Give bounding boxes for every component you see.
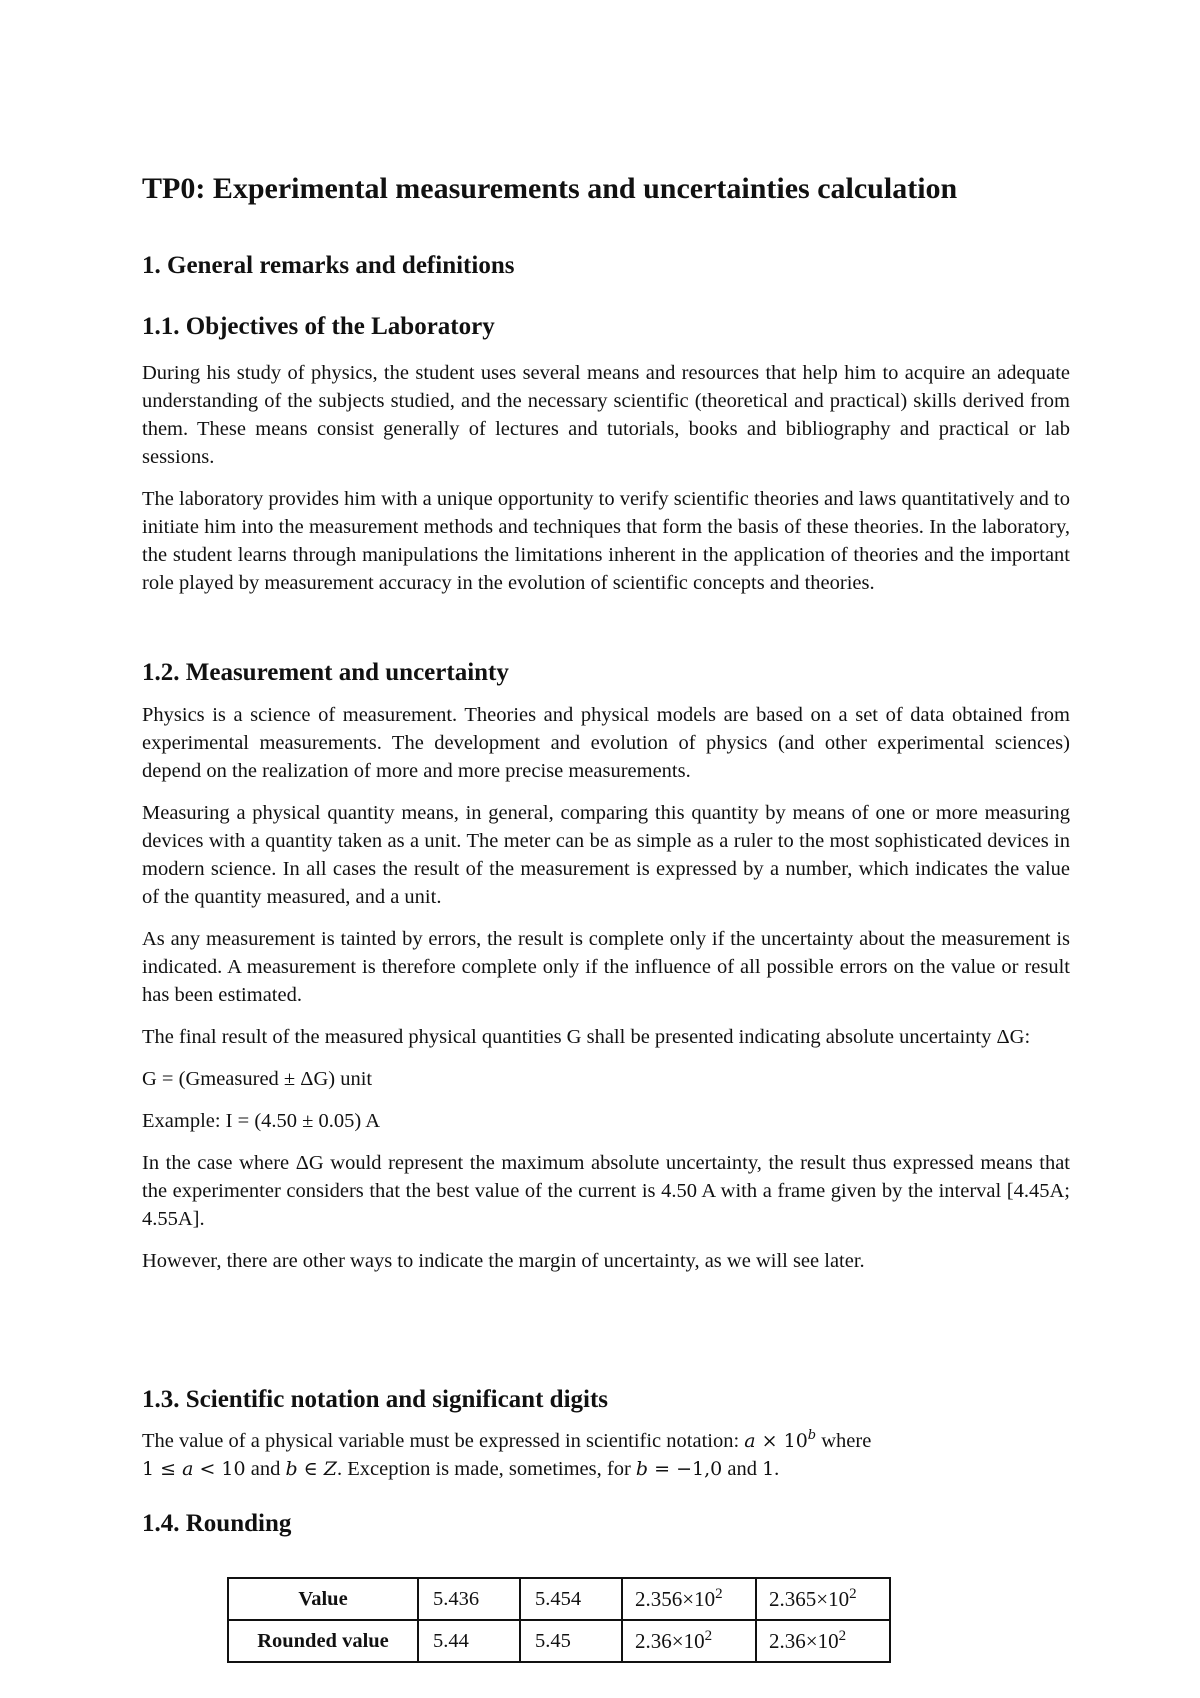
exponent: 2 — [838, 1627, 847, 1644]
exponent: 2 — [849, 1585, 857, 1602]
math-span: 1 — [762, 1458, 775, 1480]
math-span: = −1,0 — [648, 1458, 723, 1480]
text-span: and — [722, 1458, 763, 1480]
exponent: 2 — [715, 1585, 723, 1602]
section-1-2-body — [142, 701, 1070, 1275]
table-cell: 5.454 — [520, 1578, 622, 1620]
math-z: Z — [323, 1458, 337, 1480]
text-span: . Exception is made, sometimes, for — [337, 1458, 636, 1480]
math-span: < 10 — [193, 1458, 246, 1480]
paragraph: As any measurement is tainted by errors, the result is complete only if the uncertainty about the measurement is indicated. A measurement is therefore complete only if the influence of all possible errors on the value or result has been estimated. — [142, 928, 1070, 1006]
table-cell — [756, 1578, 890, 1620]
math-exponent: b — [807, 1428, 817, 1443]
paragraph: The laboratory provides him with a unique opportunity to verify scientific theories and laws quantitatively and to initiate him into the measurement methods and techniques that form the basis of these theories. In the laboratory, the student learns through manipulations the limitations inherent in the application of theories and the important role played by measurement accuracy in the evolution of scientific concepts and theories. — [142, 488, 1070, 594]
math-b: b — [635, 1458, 649, 1480]
scientific-notation-line-1 — [142, 1430, 1070, 1453]
math-span: ∈ — [297, 1458, 324, 1480]
section-1-2-heading: 1.2. Measurement and uncertainty — [142, 659, 509, 686]
row-header: Value — [228, 1578, 418, 1620]
table-cell — [756, 1620, 890, 1662]
section-1-1-body — [142, 359, 1070, 597]
paragraph: The final result of the measured physical quantities G shall be presented indicating absolute uncertainty ΔG: — [142, 1026, 1031, 1048]
table-row — [228, 1620, 890, 1662]
mantissa: 2.365×10 — [769, 1586, 850, 1611]
paragraph: Measuring a physical quantity means, in general, comparing this quantity by means of one or more measuring devices with a quantity taken as a unit. The meter can be as simple as a ruler to the most sophisticated devices in modern science. In all cases the result of the measurement is expressed by a number, which indicates the value of the quantity measured, and a unit. — [142, 802, 1070, 908]
math-b: b — [285, 1458, 298, 1480]
table-cell: 5.45 — [520, 1620, 622, 1662]
mantissa: 2.356×10 — [635, 1586, 716, 1611]
table-cell: 5.44 — [418, 1620, 520, 1662]
row-header: Rounded value — [228, 1620, 418, 1662]
paragraph: However, there are other ways to indicate the margin of uncertainty, as we will see later. — [142, 1250, 865, 1272]
table-cell — [622, 1620, 756, 1662]
scientific-notation-line-2 — [142, 1458, 779, 1481]
text-span: where — [816, 1430, 872, 1452]
page-title: TP0: Experimental measurements and uncertainties calculation — [142, 172, 958, 205]
text-span: . — [774, 1458, 780, 1480]
table-cell — [622, 1578, 756, 1620]
exponent: 2 — [704, 1627, 713, 1644]
math-a: a — [182, 1458, 194, 1480]
section-1-4-heading: 1.4. Rounding — [142, 1510, 292, 1537]
paragraph: Physics is a science of measurement. Theories and physical models are based on a set of data obtained from experimental measurements. The development and evolution of physics (and other experimental sciences) depend on the realization of more and more precise measurements. — [142, 704, 1070, 782]
paragraph: In the case where ΔG would represent the maximum absolute uncertainty, the result thus expressed means that the experimenter considers that the best value of the current is 4.50 A with a frame given by the interval [4.45A; 4.55A]. — [142, 1152, 1070, 1230]
math-span: 1 ≤ — [142, 1458, 183, 1480]
formula-line: G = (Gmeasured ± ΔG) unit — [142, 1068, 373, 1090]
table-row — [228, 1578, 890, 1620]
section-1-3-heading: 1.3. Scientific notation and significant digits — [142, 1386, 609, 1413]
paragraph: During his study of physics, the student uses several means and resources that help him to acquire an adequate understanding of the subjects studied, and the necessary scientific (theoretical and practical) skills derived from them. These means consist generally of lectures and tutorials, books and bibliography and practical or lab sessions. — [142, 362, 1070, 468]
math-times-ten: × 10 — [755, 1430, 808, 1452]
mantissa: 2.36×10 — [769, 1628, 839, 1653]
table-cell: 5.436 — [418, 1578, 520, 1620]
mantissa: 2.36×10 — [635, 1628, 705, 1653]
math-a: a — [744, 1430, 756, 1452]
text-span: The value of a physical variable must be expressed in scientific notation: — [142, 1430, 745, 1452]
section-1-heading: 1. General remarks and definitions — [142, 252, 515, 279]
text-span: and — [245, 1458, 286, 1480]
rounding-table — [227, 1577, 891, 1663]
example-line: Example: I = (4.50 ± 0.05) A — [142, 1110, 381, 1132]
section-1-1-heading: 1.1. Objectives of the Laboratory — [142, 313, 495, 340]
